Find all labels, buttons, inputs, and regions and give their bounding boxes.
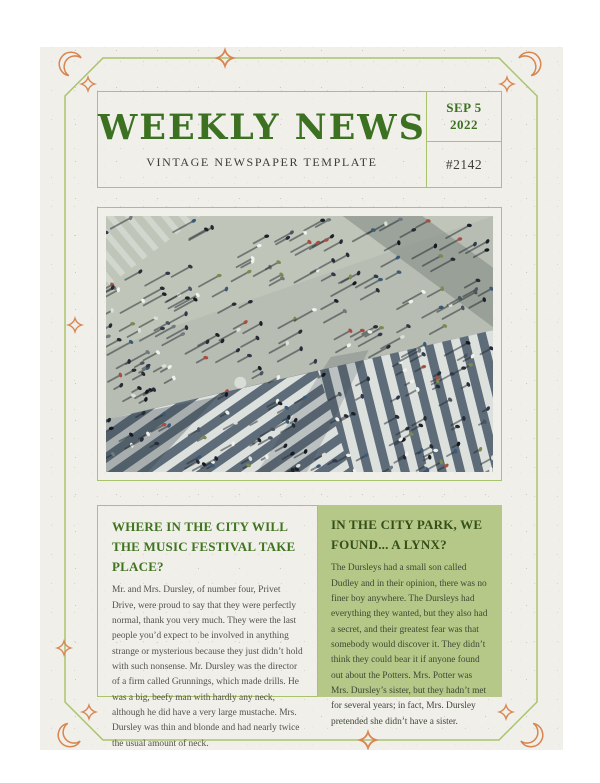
masthead (97, 91, 502, 188)
four-point-star-icon (500, 77, 513, 90)
crescent-moon-icon (54, 723, 81, 750)
article-music-festival (97, 505, 318, 749)
article-title: IN THE CITY PARK, WE FOUND... A LYNX? (331, 517, 483, 553)
crescent-moon-icon (520, 723, 547, 750)
four-point-star-icon (82, 705, 95, 718)
crescent-moon-icon (518, 48, 545, 77)
newspaper-page (40, 47, 563, 750)
crescent-moon-icon (55, 48, 82, 77)
articles-section (97, 505, 502, 749)
issue-number: #2142 (445, 156, 483, 172)
article-body: Mr. and Mrs. Dursley, of number four, Privet Drive, were proud to say that they were perfectly normal, thank you very much. They were the last people you’d expect to be involved in anything strange or mysterious because they just didn’t hold with such nonsense. Mr. Dursley was the director of a firm called Grunnings, which made drills. He was a big, beefy man with hardly any neck, although he did have a very large mustache. Mrs. Dursley was thin and blonde and had nearly twice the usual amount of neck. (112, 585, 303, 749)
masthead-info-block (426, 92, 501, 187)
issue-date-line2: 2022 (449, 116, 478, 132)
newspaper-subtitle: VINTAGE NEWSPAPER TEMPLATE (146, 154, 378, 169)
photo-frame (97, 207, 502, 481)
four-point-star-icon (81, 77, 94, 90)
issue-date (427, 92, 501, 142)
four-point-star-icon (360, 732, 376, 748)
article-body: The Dursleys had a small son called Dudley and in their opinion, there was no finer boy anywhere. The Dursleys had everything they wanted, but they also had a secret, and their greatest fear was that somebody would discover it. They didn’t think they could bear it if anyone found out about the Potters. Mrs. Potter was Mrs. Dursley’s sister, but they hadn’t met for several years; in fact, Mrs. Dursley pretended she didn’t have a sister. (331, 563, 488, 727)
article-title: WHERE IN THE CITY WILL THE MUSIC FESTIVAL TAKE PLACE? (112, 519, 296, 575)
issue-date-line1: SEP 5 (446, 99, 482, 115)
masthead-title-block (98, 92, 426, 187)
four-point-star-icon (499, 705, 512, 718)
four-point-star-icon (57, 641, 70, 654)
four-point-star-icon (68, 318, 81, 331)
article-lynx (318, 505, 502, 727)
newspaper-title: WEEKLY NEWS (98, 106, 426, 148)
four-point-star-icon (217, 50, 233, 66)
crowd-crosswalk-photo (106, 216, 493, 472)
